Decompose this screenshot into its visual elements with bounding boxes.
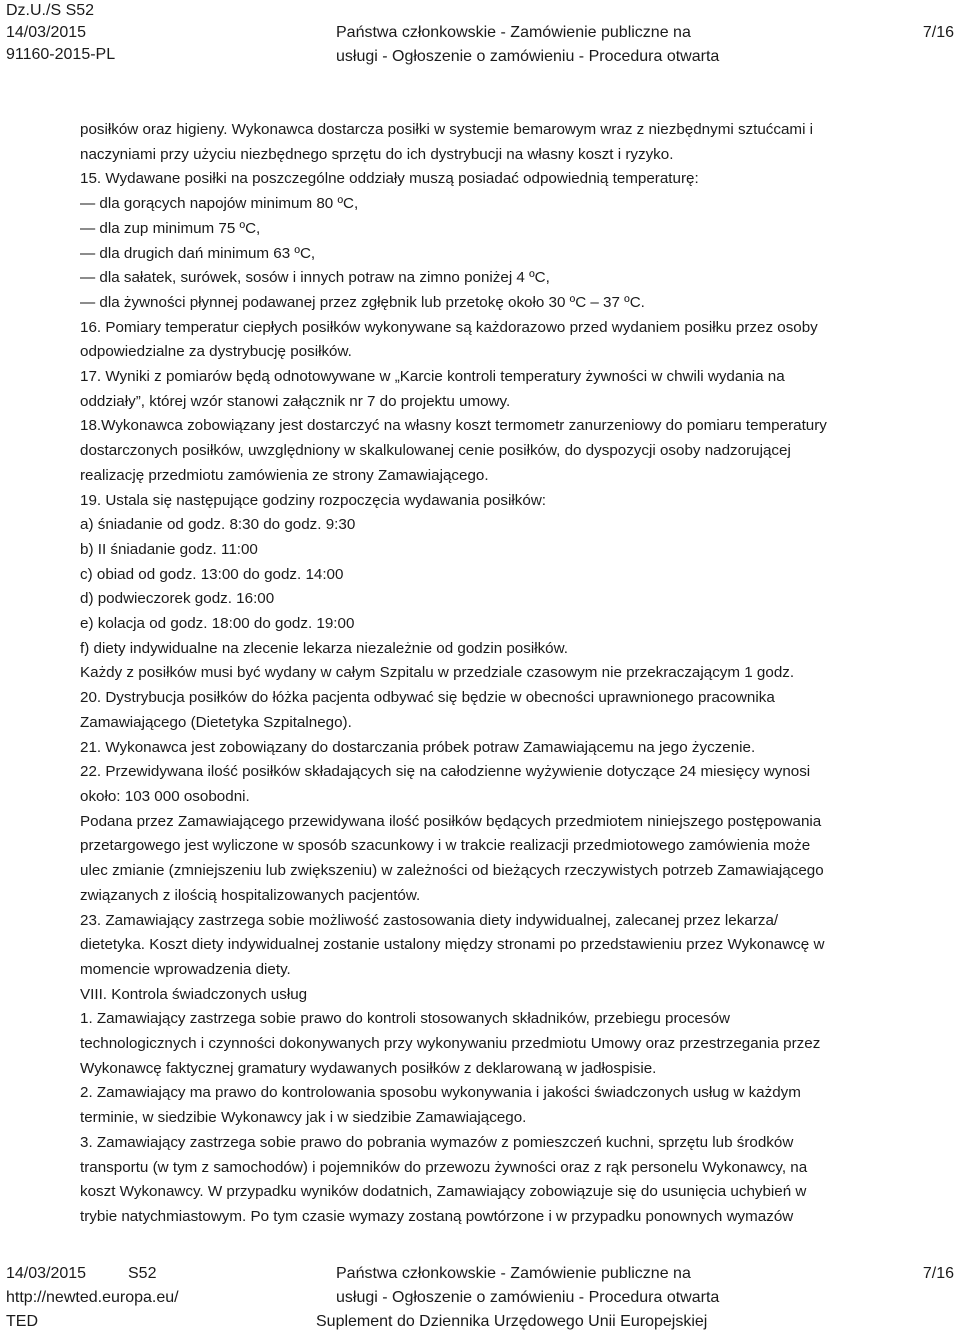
text-line: 23. Zamawiający zastrzega sobie możliwość zastosowania diety indywidualnej, zalecanej przez lekarza/ bbox=[80, 911, 779, 929]
text-line: około: 103 000 osobodni. bbox=[80, 787, 250, 805]
text-line: — dla zup minimum 75 ºC, bbox=[80, 219, 261, 237]
text-line: 2. Zamawiający ma prawo do kontrolowania sposobu wykonywania i jakości świadczonych usług w każdym bbox=[80, 1084, 801, 1102]
text-line: momencie wprowadzenia diety. bbox=[80, 960, 291, 978]
text-line: — dla gorących napojów minimum 80 ºC, bbox=[80, 195, 359, 213]
text-line: b) II śniadanie godz. 11:00 bbox=[80, 540, 258, 558]
text-line: transportu (w tym z samochodów) i pojemników do przewozu żywności oraz z rąk personelu Wykonawcy, na bbox=[80, 1158, 808, 1176]
header-title-line1: Państwa członkowskie - Zamówienie publiczne na bbox=[336, 24, 691, 41]
header-ref: 91160-2015-PL bbox=[6, 46, 116, 63]
text-line: realizację przedmiotu zamówienia ze strony Zamawiającego. bbox=[80, 466, 489, 484]
text-line: 22. Przewidywana ilość posiłków składających się na całodzienne wyżywienie dotyczące 24 miesięcy wynosi bbox=[80, 763, 811, 781]
document-body bbox=[80, 118, 952, 1230]
text-line: e) kolacja od godz. 18:00 do godz. 19:00 bbox=[80, 615, 355, 633]
text-line: naczyniami przy użyciu niezbędnego sprzętu do ich dystrybucji na własny koszt i ryzyko. bbox=[80, 145, 674, 163]
header-page-number: 7/16 bbox=[922, 24, 954, 41]
text-line: 15. Wydawane posiłki na poszczególne oddziały muszą posiadać odpowiednią temperaturę: bbox=[80, 170, 699, 188]
header-doc-id: Dz.U./S S52 bbox=[6, 2, 95, 19]
header-left bbox=[6, 0, 115, 66]
text-line: c) obiad od godz. 13:00 do godz. 14:00 bbox=[80, 565, 344, 583]
text-line: a) śniadanie od godz. 8:30 do godz. 9:30 bbox=[80, 516, 356, 534]
text-line: Wykonawcę faktycznej gramatury wydawanych posiłków z deklarowaną w jadłospisie. bbox=[80, 1059, 657, 1077]
text-line: f) diety indywidualne na zlecenie lekarza niezależnie od godzin posiłków. bbox=[80, 639, 568, 657]
text-line: koszt Wykonawcy. W przypadku wyników dodatnich, Zamawiający zobowiązuje się do usunięcia uchybień w bbox=[80, 1183, 807, 1201]
text-line: 17. Wyniki z pomiarów będą odnotowywane w „Karcie kontroli temperatury żywności w chwili wydania na bbox=[80, 368, 785, 386]
header-title-line2: usługi - Ogłoszenie o zamówieniu - Procedura otwarta bbox=[336, 48, 720, 65]
text-line: związanych z ilością hospitalizowanych pacjentów. bbox=[80, 886, 421, 904]
footer-date: 14/03/2015 bbox=[6, 1265, 87, 1282]
text-line: d) podwieczorek godz. 16:00 bbox=[80, 590, 275, 608]
text-line: — dla żywności płynnej podawanej przez zgłębnik lub przetokę około 30 ºC – 37 ºC. bbox=[80, 293, 645, 311]
text-line: — dla drugich dań minimum 63 ºC, bbox=[80, 244, 316, 262]
page-header bbox=[0, 0, 960, 70]
text-line: 20. Dystrybucja posiłków do łóżka pacjenta odbywać się będzie w obecności uprawnionego pracownika bbox=[80, 689, 775, 707]
text-line: odpowiedzialne za dystrybucję posiłków. bbox=[80, 343, 352, 361]
text-line: Każdy z posiłków musi być wydany w całym Szpitalu w przedziale czasowym nie przekraczającym 1 godz. bbox=[80, 664, 795, 682]
text-line: ulec zmianie (zmniejszeniu lub zwiększeniu) w zależności od bieżących rzeczywistych potrzeb Zamawiającego bbox=[80, 862, 824, 880]
text-line: VIII. Kontrola świadczonych usług bbox=[80, 985, 308, 1003]
text-line: 1. Zamawiający zastrzega sobie prawo do kontroli stosowanych składników, przebiegu procesów bbox=[80, 1010, 731, 1028]
text-line: przetargowego jest wyliczone w sposób szacunkowy i w trakcie realizacji przedmiotowego zamówienia może bbox=[80, 837, 811, 855]
footer-title-line1: Państwa członkowskie - Zamówienie publiczne na bbox=[336, 1265, 691, 1282]
text-line: dostarczonych posiłków, uwzględniony w skalkulowanej cenie posiłków, do dyspozycji osoby nadzorującej bbox=[80, 442, 791, 460]
header-date: 14/03/2015 bbox=[6, 24, 87, 41]
text-line: Zamawiającego (Dietetyka Szpitalnego). bbox=[80, 713, 352, 731]
text-line: — dla sałatek, surówek, sosów i innych potraw na zimno poniżej 4 ºC, bbox=[80, 269, 550, 287]
page-footer bbox=[0, 1262, 960, 1334]
footer-series: S52 bbox=[128, 1265, 157, 1282]
text-line: 3. Zamawiający zastrzega sobie prawo do pobrania wymazów z pomieszczeń kuchni, sprzętu lub środków bbox=[80, 1133, 794, 1151]
text-line: trybie natychmiastowym. Po tym czasie wymazy zostaną powtórzone i w przypadku ponownych wymazów bbox=[80, 1207, 794, 1225]
footer-title-line2: usługi - Ogłoszenie o zamówieniu - Procedura otwarta bbox=[336, 1289, 720, 1306]
footer-page-number: 7/16 bbox=[922, 1265, 954, 1282]
text-line: dietetyka. Koszt diety indywidualnej zostanie ustalony między stronami po przedstawieniu przez Wykonawcę w bbox=[80, 936, 825, 954]
text-line: posiłków oraz higieny. Wykonawca dostarcza posiłki w systemie bemarowym wraz z niezbędnymi sztućcami i bbox=[80, 121, 814, 138]
footer-ted: TED bbox=[6, 1313, 38, 1330]
text-line: 19. Ustala się następujące godziny rozpoczęcia wydawania posiłków: bbox=[80, 491, 547, 509]
footer-url: http://newted.europa.eu/ bbox=[6, 1289, 179, 1306]
text-line: technologicznych i czynności dokonywanych przy wykonywaniu przedmiotu Umowy oraz przestrzegania przez bbox=[80, 1035, 821, 1053]
text-line: Podana przez Zamawiającego przewidywana ilość posiłków będących przedmiotem niniejszego postępowania bbox=[80, 812, 822, 830]
text-line: 16. Pomiary temperatur ciepłych posiłków wykonywane są każdorazowo przed wydaniem posiłku przez osoby bbox=[80, 318, 818, 336]
text-line: oddziały”, której wzór stanowi załącznik nr 7 do projektu umowy. bbox=[80, 392, 511, 410]
text-line: terminie, w siedzibie Wykonawcy jak i w siedzibie Zamawiającego. bbox=[80, 1109, 527, 1127]
text-line: 18.Wykonawca zobowiązany jest dostarczyć na własny koszt termometr zanurzeniowy do pomiaru temperatury bbox=[80, 417, 827, 435]
text-line: 21. Wykonawca jest zobowiązany do dostarczania próbek potraw Zamawiającemu na jego życzenie. bbox=[80, 738, 756, 756]
footer-title-line3: Suplement do Dziennika Urzędowego Unii Europejskiej bbox=[316, 1313, 708, 1330]
